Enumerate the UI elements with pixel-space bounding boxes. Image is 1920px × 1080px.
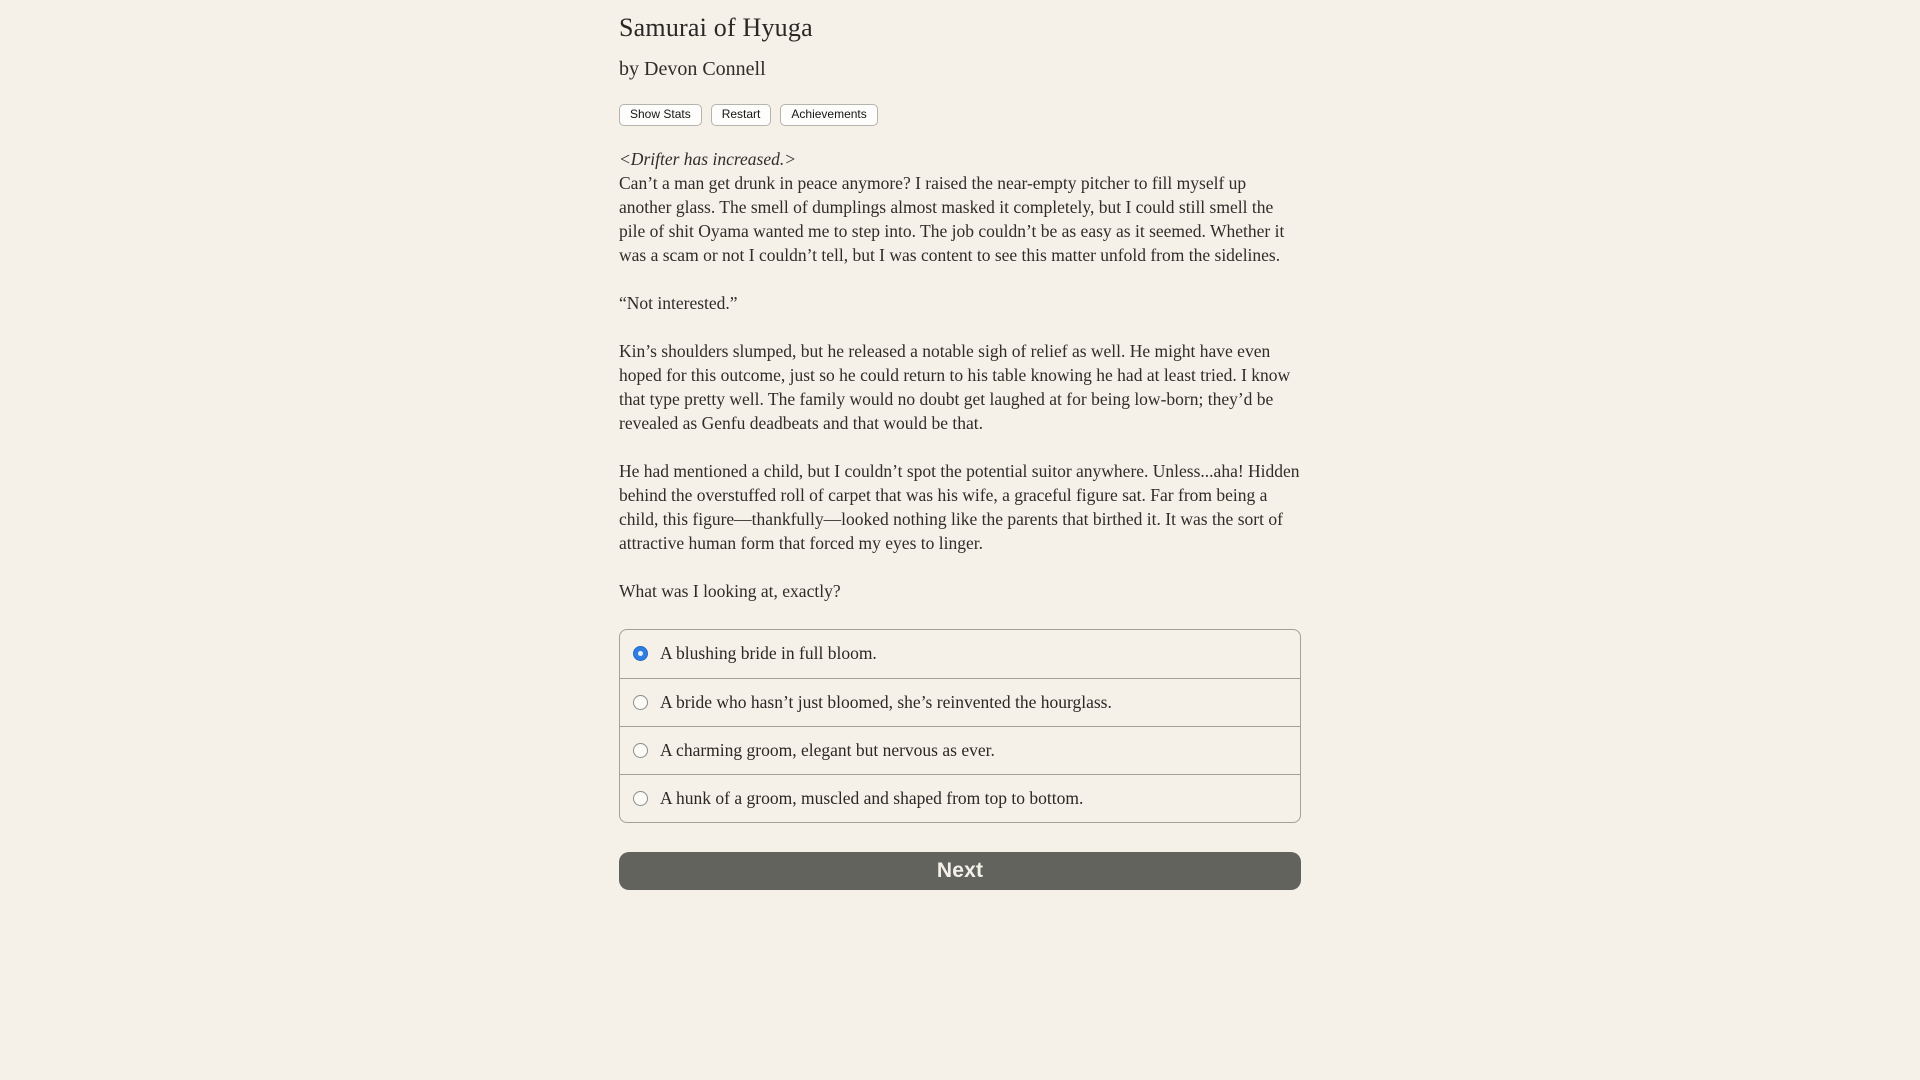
radio-unselected-icon[interactable] — [633, 695, 648, 710]
choice-label: A blushing bride in full bloom. — [660, 643, 877, 664]
story-paragraph: Can’t a man get drunk in peace anymore? I raised the near-empty pitcher to fill myself up another glass. The smell of dumplings almost masked it completely, but I could still smell the pile of shit Oyama wanted me to step into. The job couldn’t be as easy as it seemed. Whether it was a scam or not I couldn’t tell, but I was content to see this matter unfold from the sidelines. — [619, 172, 1285, 265]
radio-selected-icon[interactable] — [633, 646, 648, 661]
story-text — [619, 147, 1301, 603]
next-button[interactable]: Next — [619, 852, 1301, 890]
achievements-button[interactable]: Achievements — [780, 104, 877, 126]
choice-group — [619, 629, 1301, 823]
choice-option-1[interactable] — [620, 630, 1300, 678]
toolbar — [619, 104, 1301, 126]
radio-dot — [638, 651, 643, 656]
choice-option-4[interactable] — [620, 774, 1300, 822]
choice-label: A charming groom, elegant but nervous as ever. — [660, 739, 995, 760]
story-paragraph: He had mentioned a child, but I couldn’t spot the potential suitor anywhere. Unless...aha! Hidden behind the overstuffed roll of carpet that was his wife, a graceful figure sat. Far from being a child, this figure—thankfully—looked nothing like the parents that birthed it. It was the sort of attractive human form that forced my eyes to linger. — [619, 460, 1300, 553]
stat-increase-notice: <Drifter has increased.> — [619, 148, 797, 169]
choice-label: A hunk of a groom, muscled and shaped from top to bottom. — [660, 787, 1084, 808]
story-question: What was I looking at, exactly? — [619, 580, 841, 601]
page-title: Samurai of Hyuga — [619, 13, 813, 42]
content-column — [619, 0, 1301, 890]
author-byline: by Devon Connell — [619, 57, 766, 80]
choice-option-2[interactable] — [620, 678, 1300, 726]
radio-unselected-icon[interactable] — [633, 743, 648, 758]
story-paragraph: “Not interested.” — [619, 292, 738, 313]
choice-label: A bride who hasn’t just bloomed, she’s reinvented the hourglass. — [660, 691, 1112, 712]
radio-unselected-icon[interactable] — [633, 791, 648, 806]
show-stats-button[interactable]: Show Stats — [619, 104, 702, 126]
story-paragraph: Kin’s shoulders slumped, but he released a notable sigh of relief as well. He might have even hoped for this outcome, just so he could return to his table knowing he had at least tried. I know that type pretty well. The family would no doubt get laughed at for being low-born; they’d be revealed as Genfu deadbeats and that would be that. — [619, 340, 1291, 433]
restart-button[interactable]: Restart — [711, 104, 772, 126]
choice-option-3[interactable] — [620, 726, 1300, 774]
